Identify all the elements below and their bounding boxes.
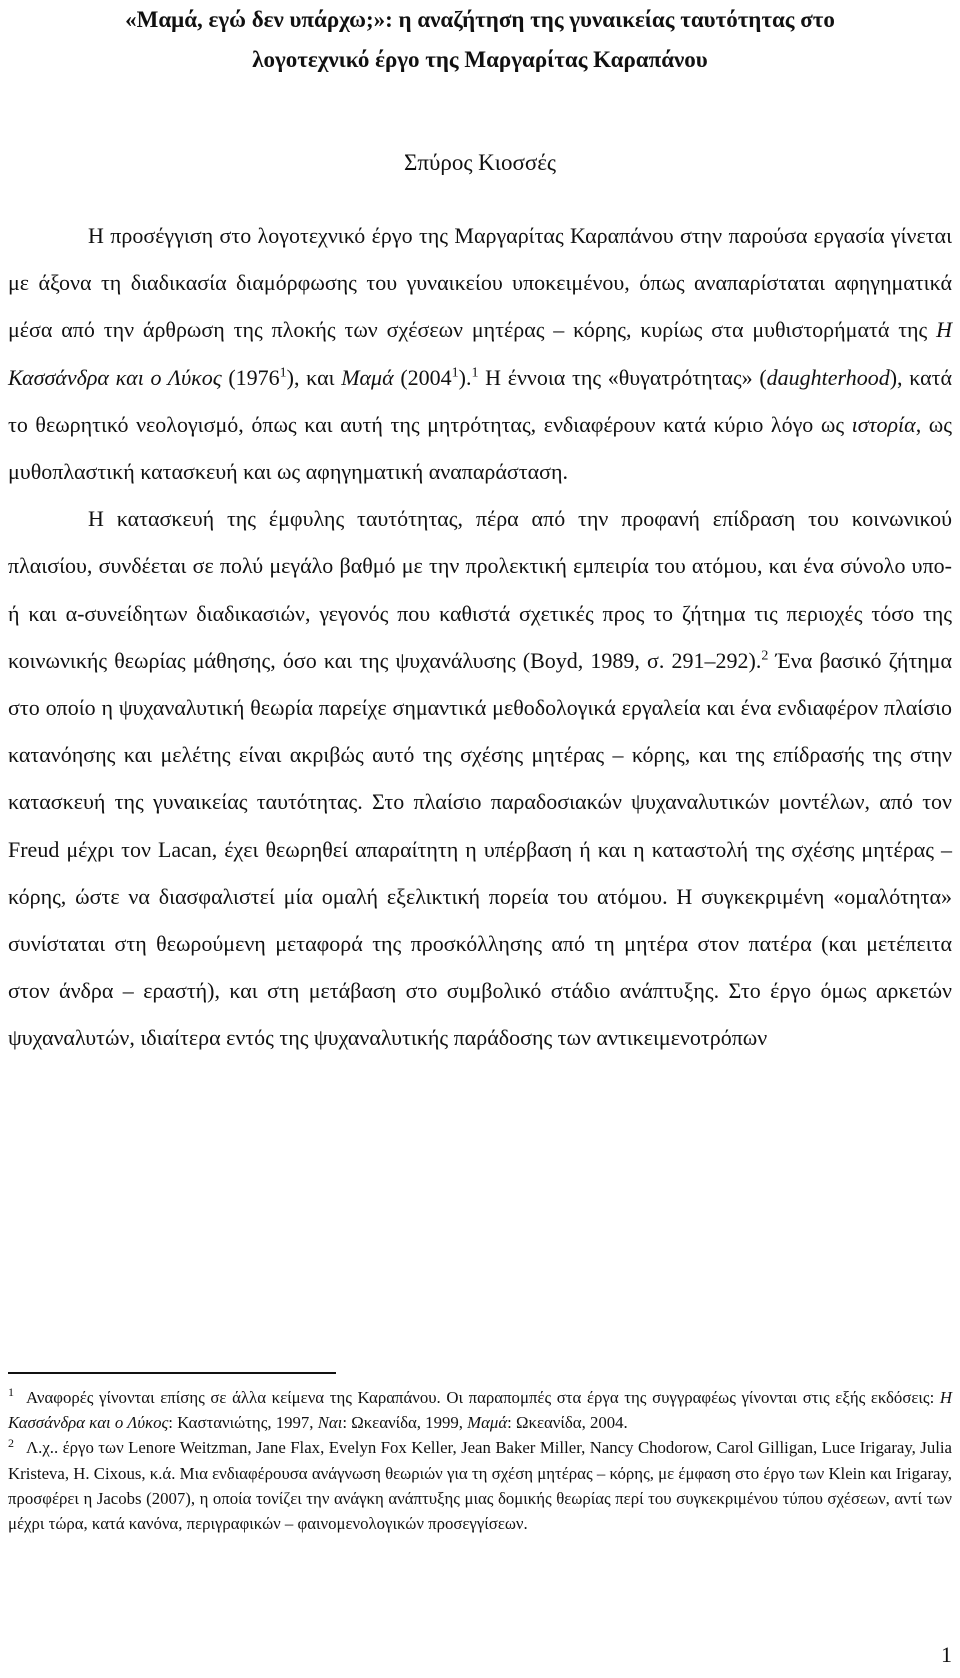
footnote-2 (8, 1435, 952, 1536)
p1-text-lead: Η προσέγγιση στο λογοτεχνικό έργο της Μαργαρίτας Καραπάνου στην παρούσα εργασία γίνεται με άξονα τη διαδικασία διαμόρφωσης του γυναικείου υποκειμένου, όπως αναπαρίσταται αφηγηματικά μέσα από την άρθρωση της πλοκής των σχέσεων μητέρας – κόρης, κυρίως στα μυθιστορήματά της (8, 223, 952, 343)
p1-sentence-end: ). (458, 364, 472, 390)
body-text (8, 212, 952, 1062)
paragraph-1 (8, 212, 952, 495)
footnote-1-work-3: Μαμά (467, 1413, 508, 1433)
p2-text-lead: Η κατασκευή της έμφυλης ταυτότητας, πέρα από την προφανή επίδραση του κοινωνικού πλαισίου, συνδέεται σε πολύ μεγάλο βαθμό με την προλεκτική εμπειρία του ατόμου, και ένα σύνολο υπο- ή και α-συνείδητων διαδικασιών, γεγονός που καθιστά σχετικές προς το ζήτημα τις περιοχές τόσο της κοινωνικής θεωρίας μάθησης, όσο και της ψυχανάλυσης (Boyd, 1989, σ. 291–292). (8, 506, 952, 673)
footnote-2-number: 2 (8, 1435, 14, 1450)
p1-year-2: (2004 (393, 364, 452, 390)
title-line-1: «Μαμά, εγώ δεν υπάρχω;»: η αναζήτηση της γυναικείας ταυτότητας στο (125, 7, 835, 32)
paragraph-2 (8, 495, 952, 1061)
term-daughterhood: daughterhood (766, 364, 890, 390)
footnote-1-mid-1: : Καστανιώτης, 1997, (168, 1413, 318, 1433)
footnote-2-text: Λ.χ.. έργο των Lenore Weitzman, Jane Flax, Evelyn Fox Keller, Jean Baker Miller, Nancy Chodorow, Carol Gilligan, Luce Irigaray, Julia Kristeva, H. Cixous, κ.ά. Μια ενδιαφέρουσα ανάγνωση θεωριών για τη σχέση μητέρας – κόρης, με έμφαση στο έργο των Klein και Irigaray, προσφέρει η Jacobs (2007), η οποία τονίζει την ανάγκη ανάπτυξης μιας δομικής θεωρίας περί του συγκεκριμένου τύπου σχέσεων, αντί των μέχρι τώρα, κατά κανόνα, περιγραφικών – φαινομενολογικών προσεγγίσεων. (8, 1438, 952, 1534)
title-line-2: λογοτεχνικό έργο της Μαργαρίτας Καραπάνου (252, 47, 708, 72)
footnote-ref-1b: 1 (451, 365, 459, 381)
author-name: Σπύρος Κιοσσές (403, 150, 557, 175)
footnote-1-mid-2: : Ωκεανίδα, 1999, (342, 1413, 468, 1433)
p1-text-mid: ), και (286, 364, 342, 390)
footnote-1-number: 1 (8, 1385, 14, 1400)
footnote-ref-2: 2 (761, 648, 769, 664)
p1-year-1: (1976 (221, 364, 280, 390)
footnote-1-work-2: Ναι (317, 1413, 343, 1433)
document-page (8, 0, 952, 1678)
footnote-1-lead: Αναφορές γίνονται επίσης σε άλλα κείμενα της Καραπάνου. Οι παραπομπές στα έργα της συγγραφέως γίνονται στις εξής εκδόσεις: (26, 1388, 940, 1407)
footnote-ref-1c: 1 (471, 365, 479, 381)
p1-s2-lead: Η έννοια της «θυγατρότητας» ( (478, 364, 767, 390)
footnote-1 (8, 1385, 952, 1435)
term-istoria: ιστορία (851, 411, 916, 437)
p1-s2-mid: ), κατά το θεωρητικό νεολογισμό, όπως και αυτή της μητρότητας, ενδιαφέρουν κατά κύριο λόγο ως (8, 364, 952, 437)
p1-s2-end: , ως μυθοπλαστική κατασκευή και ως αφηγηματική αναπαράσταση. (8, 411, 952, 485)
work-title-kassandra: Η Κασσάνδρα και ο Λύκος (8, 317, 952, 390)
footnotes (8, 1385, 952, 1536)
article-title (8, 0, 952, 80)
footnote-separator (8, 1372, 336, 1374)
footnote-1-work-1: Η Κασσάνδρα και ο Λύκος (8, 1388, 952, 1433)
footnote-1-end: : Ωκεανίδα, 2004. (507, 1413, 628, 1433)
p2-text-rest: Ένα βασικό ζήτημα στο οποίο η ψυχαναλυτική θεωρία παρείχε σημαντικά μεθοδολογικά εργαλεία και ένα ενδιαφέρον πλαίσιο κατανόησης και μελέτης είναι ακριβώς αυτό της σχέσης μητέρας – κόρης, και της επίδρασής της στην κατασκευή της γυναικείας ταυτότητας. Στο πλαίσιο παραδοσιακών ψυχαναλυτικών μοντέλων, από τον Freud μέχρι τον Lacan, έχει θεωρηθεί απαραίτητη η υπέρβαση ή και η καταστολή της σχέσης μητέρας – κόρης, ώστε να διασφαλιστεί μία ομαλή εξελικτική πορεία του ατόμου. Η συγκεκριμένη «ομαλότητα» συνίσταται στη θεωρούμενη μεταφορά της προσκόλλησης από τη μητέρα στον πατέρα (και μετέπειτα στον άνδρα – εραστή), και στη μετάβαση στο συμβολικό στάδιο ανάπτυξης. Στο έργο όμως αρκετών ψυχαναλυτών, ιδιαίτερα εντός της ψυχαναλυτικής παράδοσης των αντικειμενοτρόπων (8, 647, 953, 1051)
footnote-ref-1a: 1 (279, 365, 287, 381)
work-title-mama: Μαμά (341, 364, 394, 390)
page-number: 1 (941, 1642, 952, 1667)
